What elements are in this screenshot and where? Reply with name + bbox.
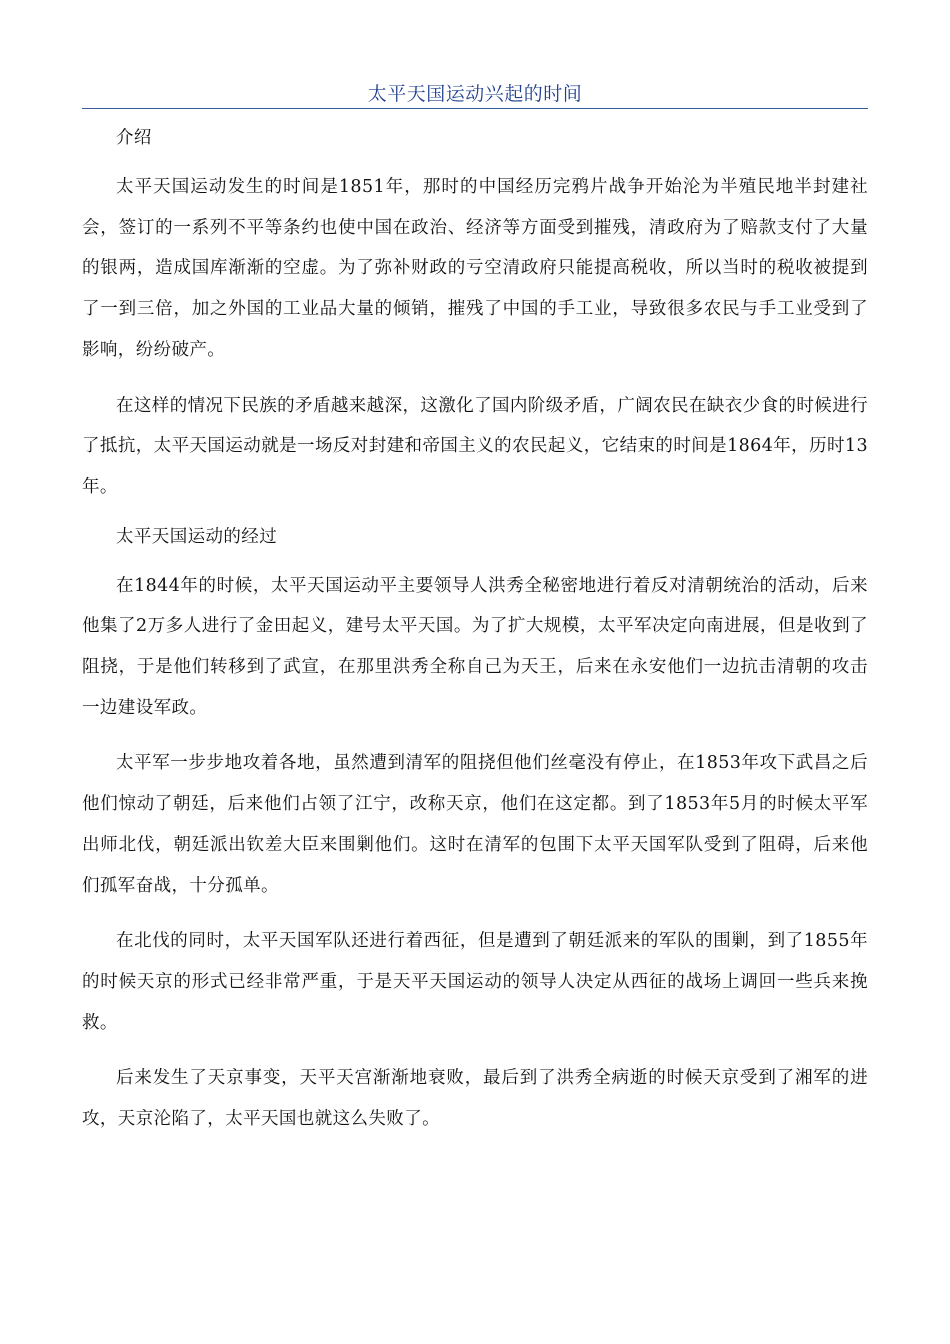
paragraph: 在1844年的时候，太平天国运动平主要领导人洪秀全秘密地进行着反对清朝统治的活动，后来他集了2万多人进行了金田起义，建号太平天国。为了扩大规模，太平军决定向南进展，但是收到了阻挠，于是他们转移到了武宣，在那里洪秀全称自己为天王，后来在永安他们一边抗击清朝的攻击一边建设军政。 — [82, 575, 868, 718]
paragraph: 在这样的情况下民族的矛盾越来越深，这激化了国内阶级矛盾，广阔农民在缺衣少食的时候进行了抵抗，太平天国运动就是一场反对封建和帝国主义的农民起义，它结束的时间是1864年，历时13年。 — [82, 395, 868, 497]
title-underline — [82, 108, 868, 109]
document-body — [82, 124, 868, 1155]
paragraph: 后来发生了天京事变，天平天宫渐渐地衰败，最后到了洪秀全病逝的时候天京受到了湘军的进攻，天京沦陷了，太平天国也就这么失败了。 — [82, 1068, 868, 1130]
section-heading-intro: 介绍 — [116, 128, 152, 148]
paragraph: 太平军一步步地攻着各地，虽然遭到清军的阻挠但他们丝毫没有停止，在1853年攻下武昌之后他们惊动了朝廷，后来他们占领了江宁，改称天京，他们在这定都。到了1853年5月的时候太平军出师北伐，朝廷派出钦差大臣来围剿他们。这时在清军的包围下太平天国军队受到了阻碍，后来他们孤军奋战，十分孤单。 — [82, 753, 868, 896]
paragraph: 太平天国运动发生的时间是1851年，那时的中国经历完鸦片战争开始沦为半殖民地半封建社会，签订的一系列不平等条约也使中国在政治、经济等方面受到摧残，清政府为了赔款支付了大量的银两，造成国库渐渐的空虚。为了弥补财政的亏空清政府只能提高税收，所以当时的税收被提到了一到三倍，加之外国的工业品大量的倾销，摧残了中国的手工业，导致很多农民与手工业受到了影响，纷纷破产。 — [82, 177, 868, 360]
section-heading-process: 太平天国运动的经过 — [116, 526, 278, 547]
document-title: 太平天国运动兴起的时间 — [367, 83, 583, 105]
paragraph: 在北伐的同时，太平天国军队还进行着西征，但是遭到了朝廷派来的军队的围剿，到了1855年的时候天京的形式已经非常严重，于是天平天国运动的领导人决定从西征的战场上调回一些兵来挽救。 — [82, 931, 868, 1033]
